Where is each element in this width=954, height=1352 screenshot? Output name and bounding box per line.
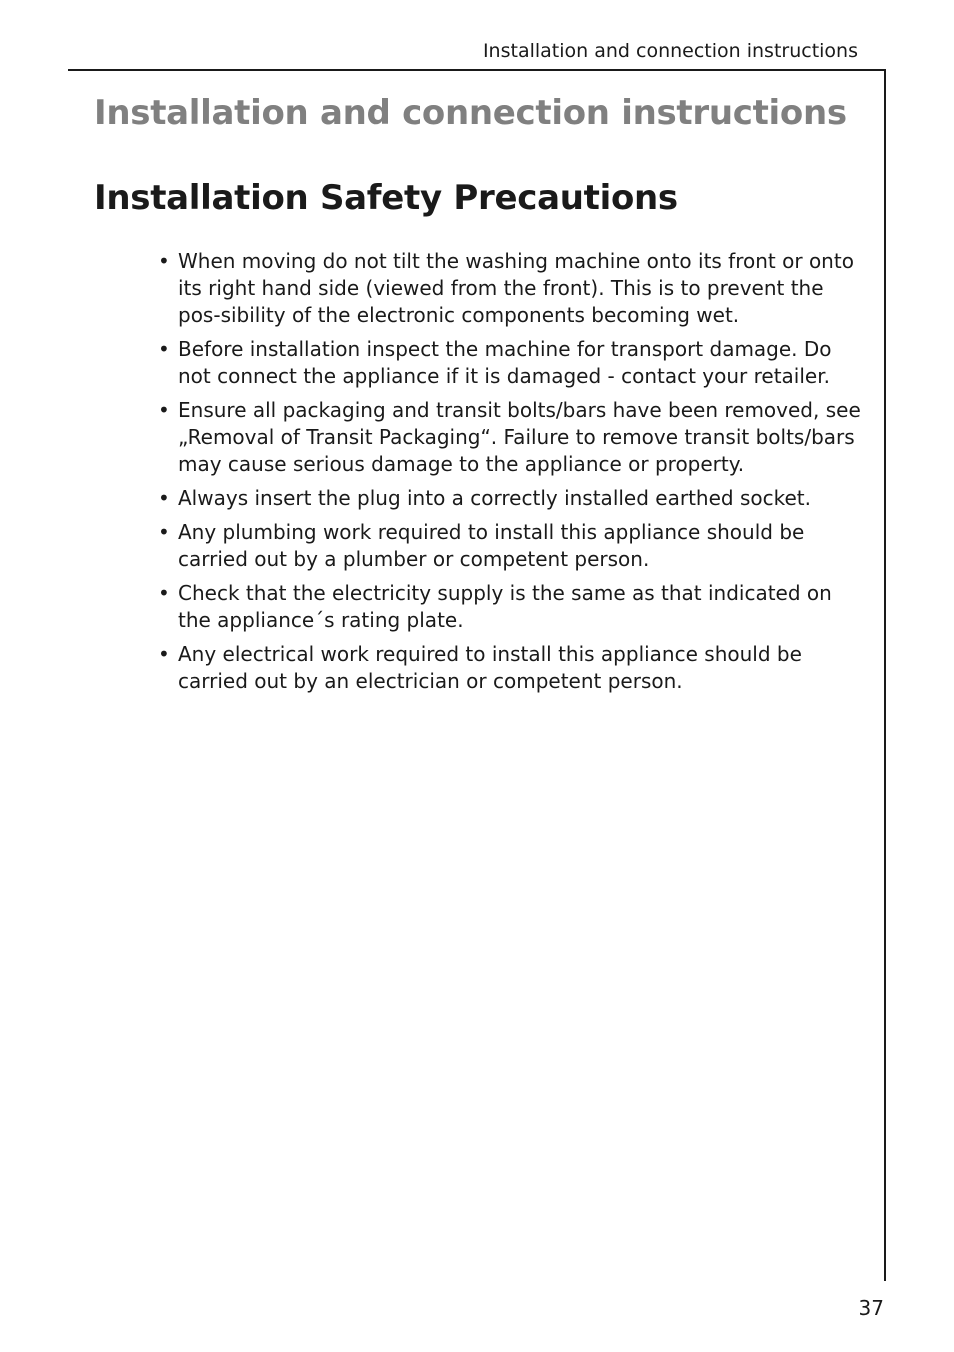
- precautions-list: [158, 248, 870, 702]
- list-item: • Any electrical work required to install this appliance should be carried out by an electrician or competent person.: [158, 641, 870, 695]
- running-header: Installation and connection instructions: [482, 40, 858, 62]
- header-rule: [68, 69, 886, 71]
- list-item: • Check that the electricity supply is the same as that indicated on the appliance´s rating plate.: [158, 580, 870, 634]
- subsection-title: Installation Safety Precautions: [94, 178, 678, 218]
- side-rule: [884, 69, 886, 1281]
- section-title: Installation and connection instructions: [94, 93, 847, 133]
- list-item: • Ensure all packaging and transit bolts/bars have been removed, see „Removal of Transit Packaging“. Failure to remove transit bolts/bars may cause serious damage to the appliance or property.: [158, 397, 870, 478]
- list-item: • When moving do not tilt the washing machine onto its front or onto its right hand side (viewed from the front). This is to prevent the pos-sibility of the electronic components becoming wet.: [158, 248, 870, 329]
- list-item: • Any plumbing work required to install this appliance should be carried out by a plumber or competent person.: [158, 519, 870, 573]
- list-item: • Always insert the plug into a correctly installed earthed socket.: [158, 485, 870, 512]
- page-number: 37: [858, 1296, 884, 1320]
- list-item: • Before installation inspect the machine for transport damage. Do not connect the appliance if it is damaged - contact your retailer.: [158, 336, 870, 390]
